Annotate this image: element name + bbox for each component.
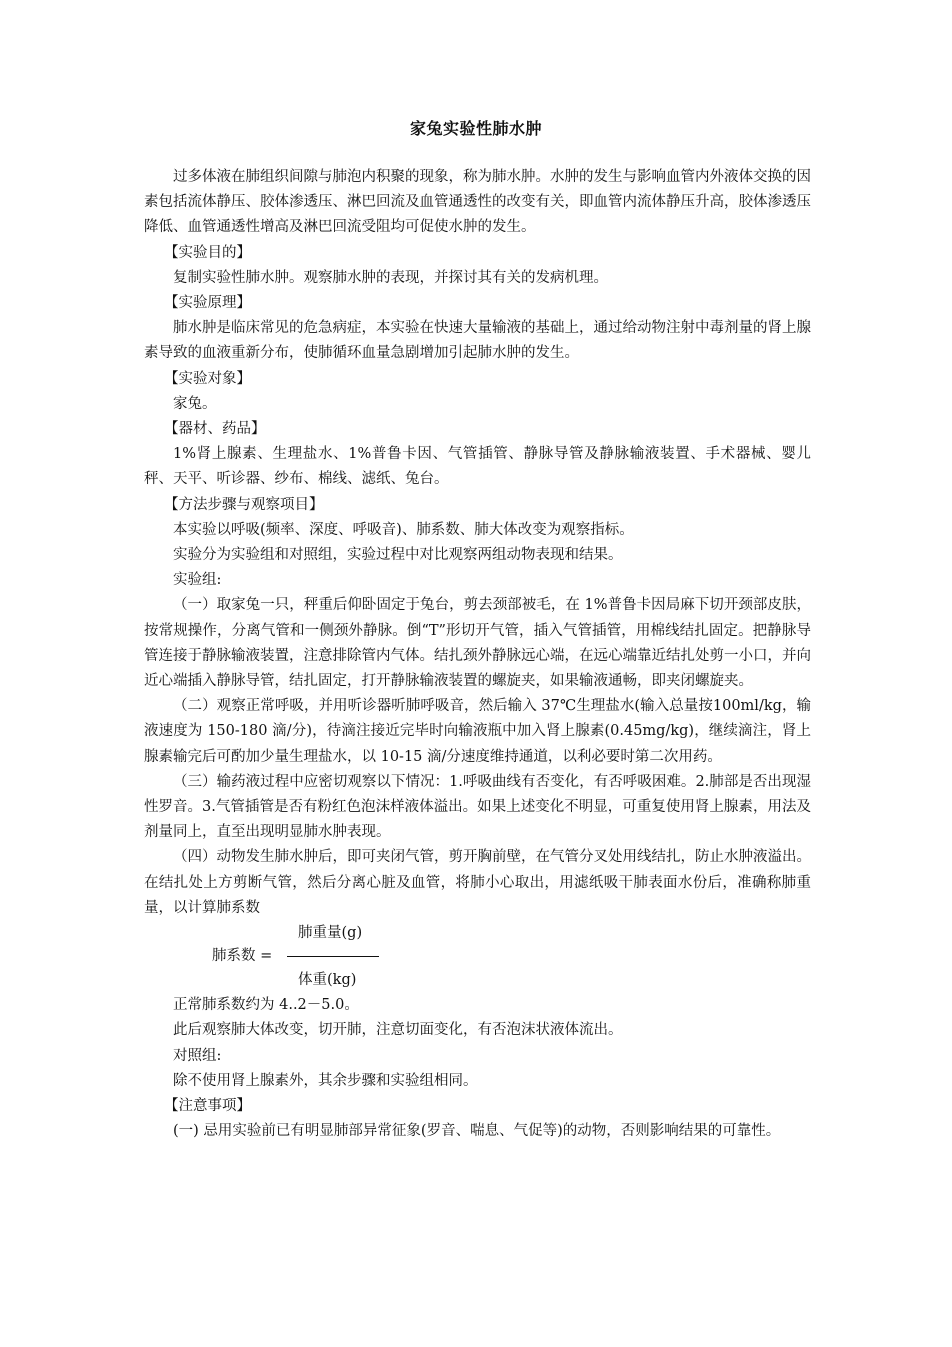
fraction-bar (287, 956, 379, 957)
formula-label: 肺系数 = (212, 948, 273, 965)
heading-materials: 【器材、药品】 (164, 421, 266, 438)
formula-numerator: 肺重量(g) (298, 925, 363, 942)
step-three-paragraph: （三）输药液过程中应密切观察以下情况：1.呼吸曲线有否变化，有否呼吸困难。2.肺部是否出现湿性罗音。3.气管插管是否有粉红色泡沫样液体溢出。如果上述变化不明显，可重复使用肾上腺素，用法及剂量同上，直至出现明显肺水肿表现。 (144, 773, 811, 841)
formula-denominator: 体重(kg) (298, 972, 357, 989)
heading-subject: 【实验对象】 (164, 370, 251, 387)
purpose-paragraph: 复制实验性肺水肿。观察肺水肿的表现，并探讨其有关的发病机理。 (173, 269, 608, 286)
heading-notes: 【注意事项】 (164, 1097, 251, 1114)
normal-coefficient-paragraph: 正常肺系数约为 4..2－5.0。 (173, 997, 359, 1014)
materials-paragraph: 1%肾上腺素、生理盐水、1%普鲁卡因、气管插管、静脉导管及静脉输液装置、手术器械、婴儿秤、天平、听诊器、纱布、棉线、滤纸、兔台。 (144, 446, 811, 488)
heading-purpose: 【实验目的】 (164, 244, 251, 261)
heading-principle: 【实验原理】 (164, 295, 251, 312)
heading-methods: 【方法步骤与观察项目】 (164, 496, 324, 513)
methods-paragraph-indicators: 本实验以呼吸(频率、深度、呼吸音)、肺系数、肺大体改变为观察指标。 (173, 521, 634, 538)
experiment-group-label: 实验组: (173, 572, 222, 589)
document-title: 家兔实验性肺水肿 (409, 119, 542, 138)
step-two-paragraph: （二）观察正常呼吸，并用听诊器听肺呼吸音，然后输入 37℃生理盐水(输入总量按100ml/kg，输液速度为 150-180 滴/分)，待滴注接近完毕时向输液瓶中加入肾上腺素(0.45mg/kg)，继续滴注，肾上腺素输完后可酌加少量生理盐水，以 10-15 滴/分速度维持通道，以利必要时第二次用药。 (144, 698, 811, 765)
subject-paragraph: 家兔。 (173, 395, 217, 412)
document-body (144, 165, 811, 1144)
gross-observation-paragraph: 此后观察肺大体改变，切开肺，注意切面变化，有否泡沫状液体流出。 (173, 1022, 623, 1039)
control-group-label: 对照组: (173, 1047, 222, 1064)
intro-paragraph: 过多体液在肺组织间隙与肺泡内积聚的现象，称为肺水肿。水肿的发生与影响血管内外液体交换的因素包括流体静压、胶体渗透压、淋巴回流及血管通透性的改变有关，即血管内流体静压升高，胶体渗透压降低、血管通透性增高及淋巴回流受阻均可促使水肿的发生。 (144, 169, 811, 236)
methods-paragraph-groups: 实验分为实验组和对照组，实验过程中对比观察两组动物表现和结果。 (173, 547, 623, 564)
step-four-paragraph: （四）动物发生肺水肿后，即可夹闭气管，剪开胸前壁，在气管分叉处用线结扎，防止水肿液溢出。在结扎处上方剪断气管，然后分离心脏及血管，将肺小心取出，用滤纸吸干肺表面水份后，准确称肺重量，以计算肺系数 (144, 849, 811, 916)
principle-paragraph: 肺水肿是临床常见的危急病症，本实验在快速大量输液的基础上，通过给动物注射中毒剂量的肾上腺素导致的血液重新分布，使肺循环血量急剧增加引起肺水肿的发生。 (144, 320, 811, 362)
step-one-paragraph: （一）取家兔一只，秤重后仰卧固定于兔台，剪去颈部被毛，在 1%普鲁卡因局麻下切开颈部皮肤，按常规操作，分离气管和一侧颈外静脉。倒“T”形切开气管，插入气管插管，用棉线结扎固定。把静脉导管连接于静脉输液装置，注意排除管内气体。结扎颈外静脉远心端，在远心端靠近结扎处剪一小口，并向近心端插入静脉导管，结扎固定，打开静脉输液装置的螺旋夹，如果输液通畅，即夹闭螺旋夹。 (144, 597, 811, 690)
notes-paragraph: (一) 忌用实验前已有明显肺部异常征象(罗音、喘息、气促等)的动物，否则影响结果的可靠性。 (173, 1123, 781, 1140)
lung-coefficient-formula (144, 921, 811, 993)
control-group-paragraph: 除不使用肾上腺素外，其余步骤和实验组相同。 (173, 1072, 478, 1089)
